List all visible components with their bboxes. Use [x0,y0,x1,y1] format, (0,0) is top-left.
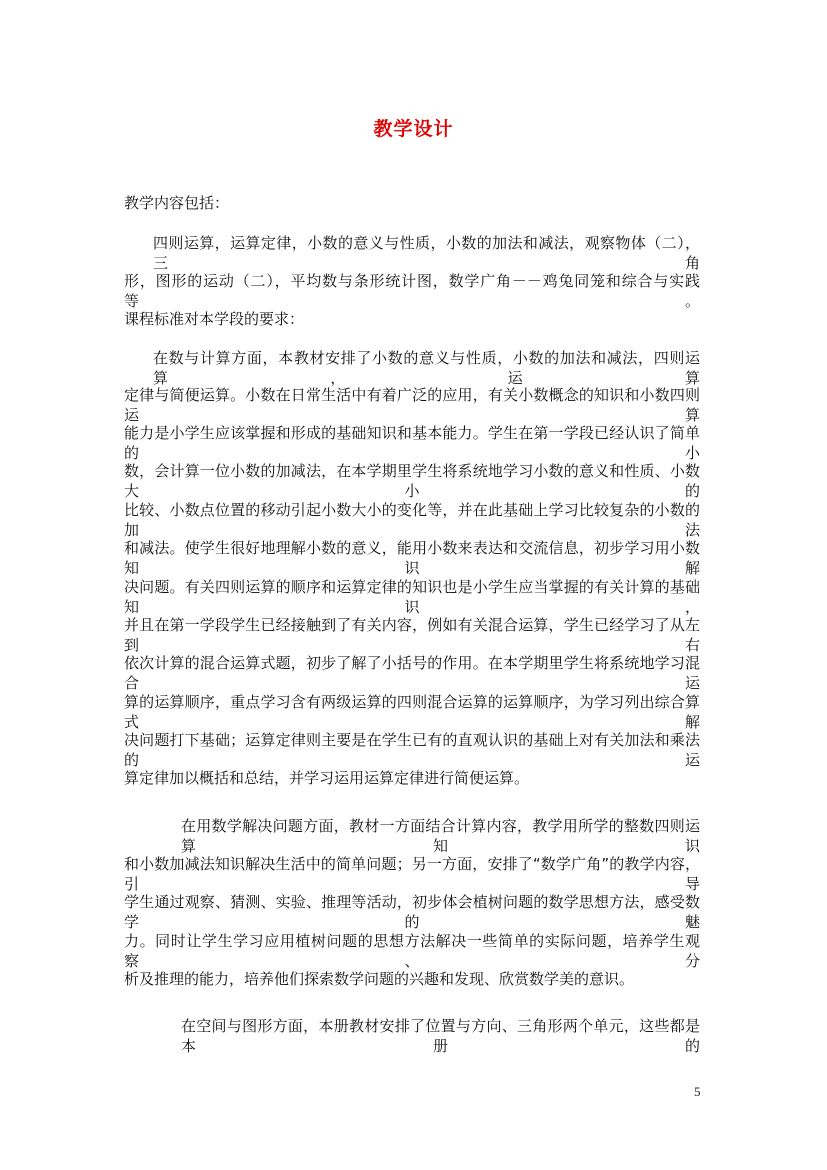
para3-line-1: 在用数学解决问题方面，教材一方面结合计算内容，教学用所学的整数四则运算知识 [181,817,700,855]
para2-line-6: 和减法。使学生很好地理解小数的意义，能用小数来表达和交流信息，初步学习用小数知识解 [124,539,700,577]
para3-line-4: 力。同时让学生学习应用植树问题的思想方法解决一些简单的实际问题，培养学生观察、分 [124,932,700,970]
para3-line-3: 学生通过观察、猜测、实验、推理等活动，初步体会植树问题的数学思想方法，感受数学的魅 [124,893,700,931]
para2-line-2: 定律与简便运算。小数在日常生活中有着广泛的应用，有关小数概念的知识和小数四则运算 [124,386,700,424]
page-number: 5 [694,1084,701,1099]
para2-line-5: 比较、小数点位置的移动引起小数大小的变化等，并在此基础上学习比较复杂的小数的加法 [124,501,700,539]
para3-line-2: 和小数加减法知识解决生活中的简单问题；另一方面，安排了“数学广角”的教学内容，引导 [124,855,700,893]
heading-curriculum-standard: 课程标准对本学段的要求： [124,310,305,328]
para4-line-1: 在空间与图形方面，本册教材安排了位置与方向、三角形两个单元，这些都是本册的 [181,1017,700,1055]
para3-line-5: 析及推理的能力，培养他们探索数学问题的兴趣和发现、欣赏数学美的意识。 [124,970,635,988]
para2-line-9: 依次计算的混合运算式题，初步了解了小括号的作用。在本学期里学生将系统地学习混合运 [124,654,700,692]
para2-line-12: 算定律加以概括和总结，并学习运用运算定律进行简便运算。 [124,769,530,787]
para1-line-2: 形，图形的运动（二），平均数与条形统计图，数学广角－－鸡兔同笼和综合与实践等。 [124,272,700,310]
para2-line-7: 决问题。有关四则运算的顺序和运算定律的知识也是小学生应当掌握的有关计算的基础知识， [124,578,700,616]
para2-line-11: 决问题打下基础；运算定律则主要是在学生已有的直观认识的基础上对有关加法和乘法的运 [124,731,700,769]
para2-line-10: 算的运算顺序，重点学习含有两级运算的四则混合运算的运算顺序，为学习列出综合算式解 [124,693,700,731]
heading-teaching-content: 教学内容包括： [124,194,230,212]
document-title: 教学设计 [373,118,454,140]
para1-line-1: 四则运算，运算定律，小数的意义与性质，小数的加法和减法，观察物体（二），三角 [153,234,700,272]
para2-line-3: 能力是小学生应该掌握和形成的基础知识和基本能力。学生在第一学段已经认识了简单的小 [124,424,700,462]
para2-line-1: 在数与计算方面，本教材安排了小数的意义与性质，小数的加法和减法，四则运算，运算 [153,349,700,387]
para2-line-4: 数，会计算一位小数的加减法，在本学期里学生将系统地学习小数的意义和性质、小数大小的 [124,462,700,500]
para2-line-8: 并且在第一学段学生已经接触到了有关内容，例如有关混合运算，学生已经学习了从左到右 [124,616,700,654]
